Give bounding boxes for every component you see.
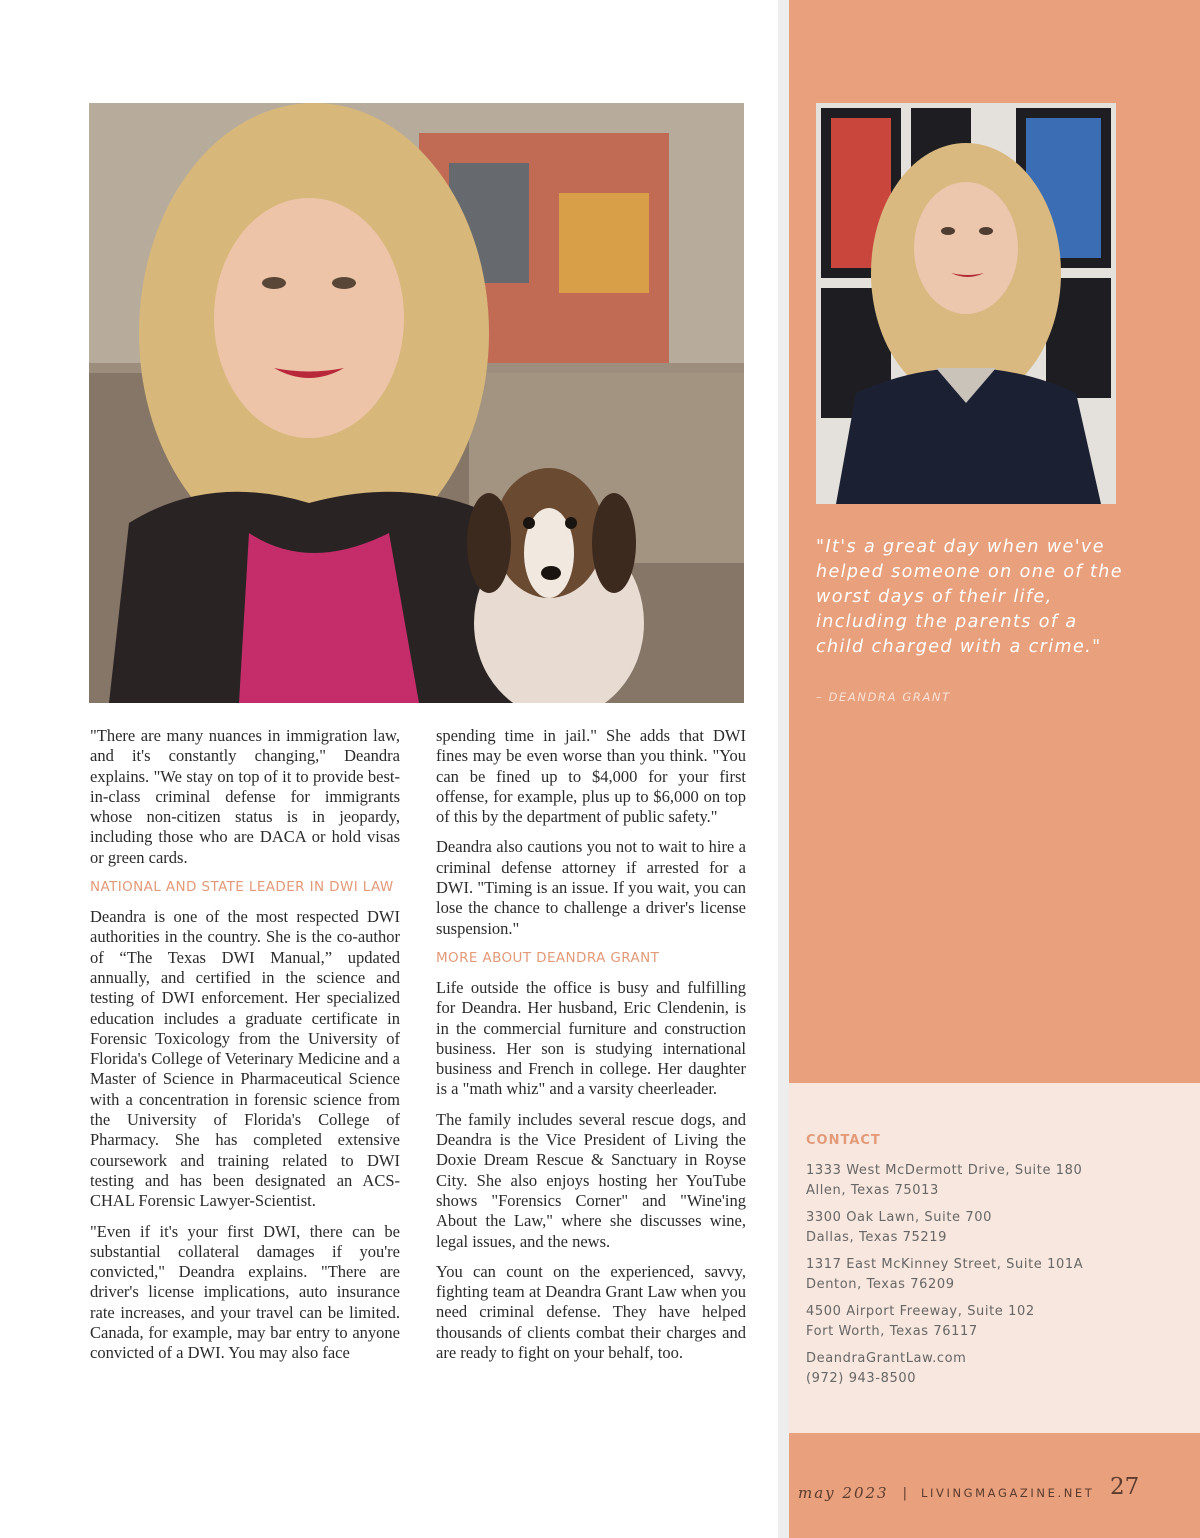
contact-address-denton <box>806 1255 1106 1294</box>
contact-address-allen <box>806 1161 1106 1200</box>
address-line: 4500 Airport Freeway, Suite 102 <box>806 1304 1035 1319</box>
portrait-photo <box>816 103 1116 504</box>
section-heading: MORE ABOUT DEANDRA GRANT <box>436 949 660 966</box>
contact-heading: CONTACT <box>806 1133 881 1148</box>
paragraph: Life outside the office is busy and fulfilling for Deandra. Her husband, Eric Clendenin, is in the commercial furniture and construction business. Her son is studying international business and French in college. Her daughter is a "math whiz" and a varsity cheerleader. <box>436 977 746 1099</box>
paragraph: You can count on the experienced, savvy, fighting team at Deandra Grant Law when you need criminal defense. They have helped thousands of clients combat their charges and are ready to fight on your behalf, too. <box>436 1261 746 1363</box>
sidebar-gutter <box>778 0 789 1538</box>
main-photo <box>89 103 744 703</box>
address-city: Allen, Texas 75013 <box>806 1182 939 1198</box>
contact-web-phone <box>806 1349 1106 1388</box>
pull-quote: "It's a great day when we've helped someone on one of the worst days of their life, including the parents of a child charged with a crime." <box>816 537 1123 657</box>
paragraph: "There are many nuances in immigration law, and it's constantly changing," Deandra explains. "We stay on top of it to provide best-in-class criminal defense for immigrants whose non-citizen status is in jeopardy, including those who are DACA or hold visas or green cards. <box>90 726 400 867</box>
contact-address-fort-worth <box>806 1302 1106 1341</box>
paragraph: Deandra also cautions you not to wait to hire a criminal defense attorney if arrested for a DWI. "Timing is an issue. If you wait, you can lose the chance to challenge a driver's license suspension." <box>436 837 746 938</box>
article-column-right <box>436 726 746 1373</box>
article-column-left <box>90 726 400 1374</box>
address-line: 1317 East McKinney Street, Suite 101A <box>806 1257 1084 1272</box>
paragraph: "Even if it's your first DWI, there can be substantial collateral damages if you're convicted," Deandra explains. "There are driver's license implications, auto insurance rate increases, and your travel can be limited. Canada, for example, may bar entry to anyone convicted of a DWI. You may also face <box>90 1221 400 1363</box>
page-number: 27 <box>1110 1474 1140 1500</box>
address-city: Fort Worth, Texas 76117 <box>806 1323 978 1339</box>
website-link[interactable]: DeandraGrantLaw.com <box>806 1351 967 1366</box>
address-line: 1333 West McDermott Drive, Suite 180 <box>806 1163 1083 1178</box>
main-photo-illustration <box>89 103 744 703</box>
portrait-photo-illustration <box>816 103 1116 504</box>
footer-separator: | <box>902 1485 907 1501</box>
address-line: 3300 Oak Lawn, Suite 700 <box>806 1210 992 1225</box>
address-city: Dallas, Texas 75219 <box>806 1229 948 1245</box>
page-footer <box>798 1478 1094 1508</box>
section-heading: NATIONAL AND STATE LEADER IN DWI LAW <box>90 879 394 896</box>
paragraph: Deandra is one of the most respected DWI authorities in the country. She is the co-author of “The Texas DWI Manual,” updated annually, and certified in the science and testing of DWI enforcement. Her specialized education includes a graduate certificate in Forensic Toxicology from the University of Florida's College of Veterinary Medicine and a Master of Science in Pharmaceutical Science with a concentration in forensic science from the University of Florida's College of Pharmacy. She has completed extensive coursework and training related to DWI testing and has been designated an ACS-CHAL Forensic Lawyer-Scientist. <box>90 907 400 1211</box>
paragraph: The family includes several rescue dogs, and Deandra is the Vice President of Living the Doxie Dream Rescue & Sanctuary in Royse City. She also enjoys hosting her YouTube shows "Forensics Corner" and "Wine'ing About the Law," where she discusses wine, legal issues, and the news. <box>436 1109 746 1251</box>
paragraph: spending time in jail." She adds that DWI fines may be even worse than you think. "You can be fined up to $4,000 for your first offense, for example, plus up to $6,000 on top of this by the department of public safety." <box>436 726 746 827</box>
address-city: Denton, Texas 76209 <box>806 1276 955 1292</box>
quote-attribution: – DEANDRA GRANT <box>816 690 951 704</box>
issue-date: may 2023 <box>798 1484 889 1502</box>
contact-list <box>806 1161 1106 1396</box>
phone-number: (972) 943-8500 <box>806 1370 917 1386</box>
contact-address-dallas <box>806 1208 1106 1247</box>
magazine-website[interactable]: LIVINGMAGAZINE.NET <box>920 1486 1095 1500</box>
